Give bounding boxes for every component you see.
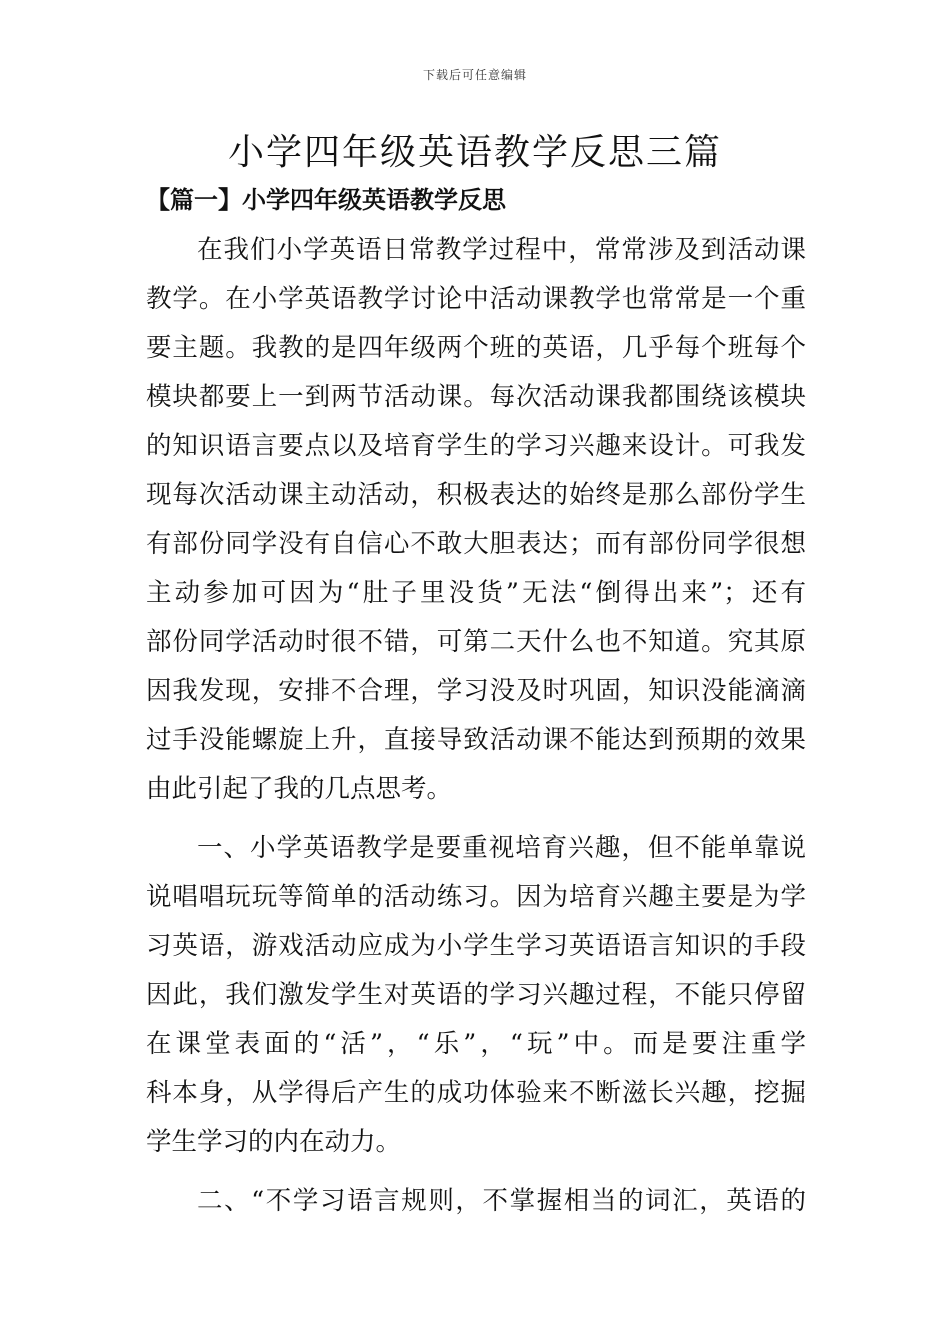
text-line: 习英语，游戏活动应成为小学生学习英语语言知识的手段 (146, 931, 806, 961)
paragraph-gap (146, 1167, 806, 1177)
section-heading: 【篇一】小学四年级英语教学反思 (146, 185, 506, 214)
paragraph-gap (146, 814, 806, 824)
document-title: 小学四年级英语教学反思三篇 (227, 132, 722, 173)
text-line: 部份同学活动时很不错，可第二天什么也不知道。究其原 (146, 627, 806, 657)
text-line: 过手没能螺旋上升，直接导致活动课不能达到预期的效果 (146, 725, 806, 755)
text-line: 有部份同学没有自信心不敢大胆表达；而有部份同学很想 (146, 529, 806, 559)
text-line: 教学。在小学英语教学讨论中活动课教学也常常是一个重 (146, 284, 806, 314)
text-line: 由此引起了我的几点思考。 (146, 774, 453, 804)
text-line: 学生学习的内在动力。 (146, 1127, 402, 1157)
body-text (146, 226, 806, 1226)
text-line: 科本身，从学得后产生的成功体验来不断滋长兴趣，挖掘 (146, 1078, 806, 1108)
paragraph-3 (146, 1177, 806, 1226)
text-line: 一、小学英语教学是要重视培育兴趣，但不能单靠说 (197, 833, 806, 863)
text-line: 模块都要上一到两节活动课。每次活动课我都围绕该模块 (146, 382, 806, 412)
text-line: 现每次活动课主动活动，积极表达的始终是那么部份学生 (146, 480, 806, 510)
text-line: 说唱唱玩玩等简单的活动练习。因为培育兴趣主要是为学 (146, 882, 806, 912)
text-line: 在课堂表面的“活”，“乐”，“玩”中。而是要注重学 (146, 1029, 806, 1059)
text-line: 在我们小学英语日常教学过程中，常常涉及到活动课 (197, 235, 806, 265)
paragraph-1 (146, 226, 806, 814)
text-line: 因我发现，安排不合理，学习没及时巩固，知识没能滴滴 (146, 676, 806, 706)
text-line: 因此，我们激发学生对英语的学习兴趣过程，不能只停留 (146, 980, 806, 1010)
text-line: 要主题。我教的是四年级两个班的英语，几乎每个班每个 (146, 333, 806, 363)
paragraph-2 (146, 824, 806, 1167)
text-line: 主动参加可因为“肚子里没货”无法“倒得出来”；还有 (146, 578, 806, 608)
text-line: 二、“不学习语言规则，不掌握相当的词汇，英语的 (197, 1186, 806, 1216)
text-line: 的知识语言要点以及培育学生的学习兴趣来设计。可我发 (146, 431, 806, 461)
header-note: 下载后可任意编辑 (422, 68, 527, 82)
